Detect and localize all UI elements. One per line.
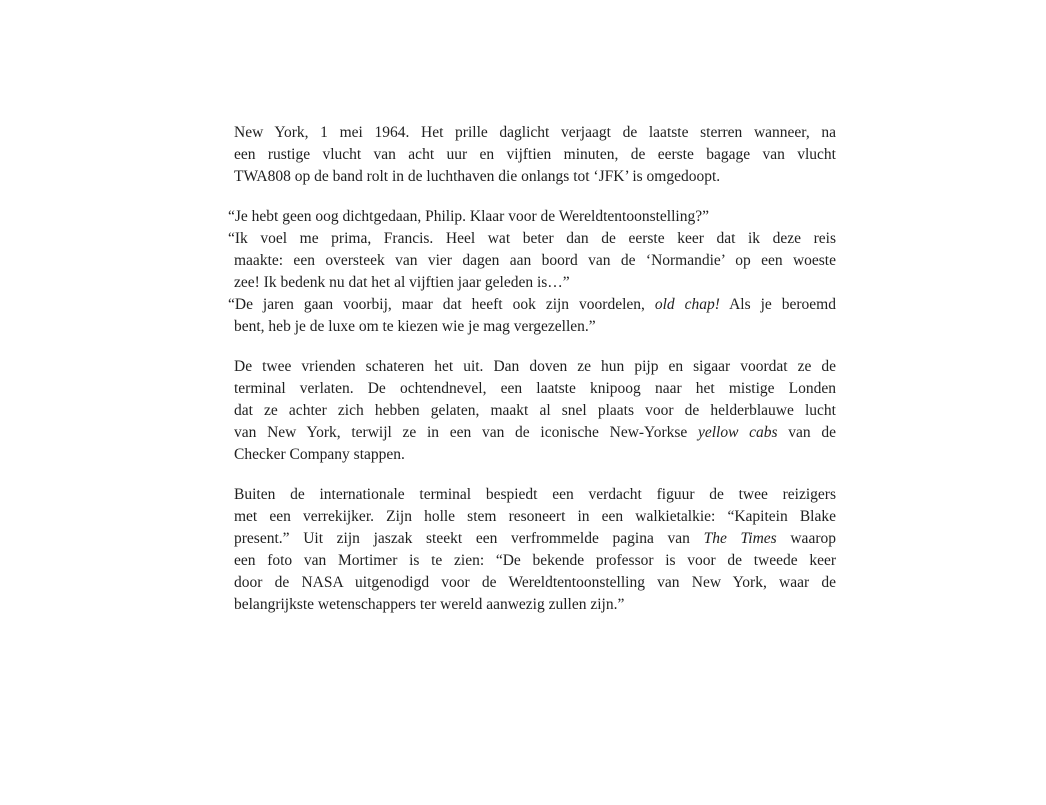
text-block bbox=[228, 122, 836, 616]
text-run: Buiten de internationale terminal bespiedt een verdacht figuur de twee reizigers bbox=[234, 486, 836, 503]
text-run: terminal verlaten. De ochtendnevel, een laatste knipoog naar het mistige Londen bbox=[234, 380, 836, 397]
text-run: “De jaren gaan voorbij, maar dat heeft ook zijn voordelen, bbox=[228, 296, 655, 313]
text-line bbox=[234, 528, 836, 550]
text-line bbox=[234, 166, 836, 188]
text-run: een rustige vlucht van acht uur en vijftien minuten, de eerste bagage van vlucht bbox=[234, 146, 836, 163]
text-line bbox=[234, 122, 836, 144]
text-line bbox=[234, 356, 836, 378]
text-run: “Je hebt geen oog dichtgedaan, Philip. Klaar voor de Wereldtentoonstelling?” bbox=[228, 208, 709, 225]
text-line bbox=[234, 594, 836, 616]
text-line bbox=[234, 144, 836, 166]
text-run: met een verrekijker. Zijn holle stem resoneert in een walkietalkie: “Kapitein Blake bbox=[234, 508, 836, 525]
text-run: van de bbox=[777, 424, 836, 441]
text-line bbox=[234, 572, 836, 594]
text-run: Als je beroemd bbox=[719, 296, 836, 313]
text-run: maakte: een oversteek van vier dagen aan boord van de ‘Normandie’ op een woeste bbox=[234, 252, 836, 269]
text-line bbox=[228, 206, 836, 228]
text-line bbox=[234, 484, 836, 506]
paragraph bbox=[234, 122, 836, 188]
text-line bbox=[234, 316, 836, 338]
paragraph bbox=[228, 206, 836, 338]
text-run: TWA808 op de band rolt in de luchthaven die onlangs tot ‘JFK’ is omgedoopt. bbox=[234, 168, 721, 185]
text-line bbox=[228, 294, 836, 316]
text-line bbox=[234, 550, 836, 572]
text-run: dat ze achter zich hebben gelaten, maakt al snel plaats voor de helderblauwe lucht bbox=[234, 402, 836, 419]
text-run: zee! Ik bedenk nu dat het al vijftien jaar geleden is…” bbox=[234, 274, 570, 291]
text-line bbox=[234, 506, 836, 528]
text-line bbox=[234, 250, 836, 272]
text-line bbox=[234, 272, 836, 294]
italic-run: The Times bbox=[703, 530, 777, 547]
paragraph bbox=[234, 484, 836, 616]
text-line bbox=[234, 378, 836, 400]
text-run: New York, 1 mei 1964. Het prille daglicht verjaagt de laatste sterren wanneer, na bbox=[234, 124, 836, 141]
text-run: “Ik voel me prima, Francis. Heel wat beter dan de eerste keer dat ik deze reis bbox=[228, 230, 836, 247]
italic-run: yellow cabs bbox=[697, 424, 778, 441]
text-line bbox=[234, 400, 836, 422]
text-line bbox=[234, 444, 836, 466]
text-run: Checker Company stappen. bbox=[234, 446, 405, 463]
text-run: waarop bbox=[776, 530, 836, 547]
text-run: present.” Uit zijn jaszak steekt een verfrommelde pagina van bbox=[234, 530, 704, 547]
paragraph bbox=[234, 356, 836, 466]
text-line bbox=[228, 228, 836, 250]
text-line bbox=[234, 422, 836, 444]
text-run: belangrijkste wetenschappers ter wereld aanwezig zullen zijn.” bbox=[234, 596, 625, 613]
text-run: De twee vrienden schateren het uit. Dan doven ze hun pijp en sigaar voordat ze de bbox=[234, 358, 836, 375]
italic-run: old chap! bbox=[654, 296, 720, 313]
text-run: door de NASA uitgenodigd voor de Wereldtentoonstelling van New York, waar de bbox=[234, 574, 836, 591]
text-run: bent, heb je de luxe om te kiezen wie je mag vergezellen.” bbox=[234, 318, 596, 335]
text-run: van New York, terwijl ze in een van de iconische New-Yorkse bbox=[234, 424, 698, 441]
text-run: een foto van Mortimer is te zien: “De bekende professor is voor de tweede keer bbox=[234, 552, 836, 569]
